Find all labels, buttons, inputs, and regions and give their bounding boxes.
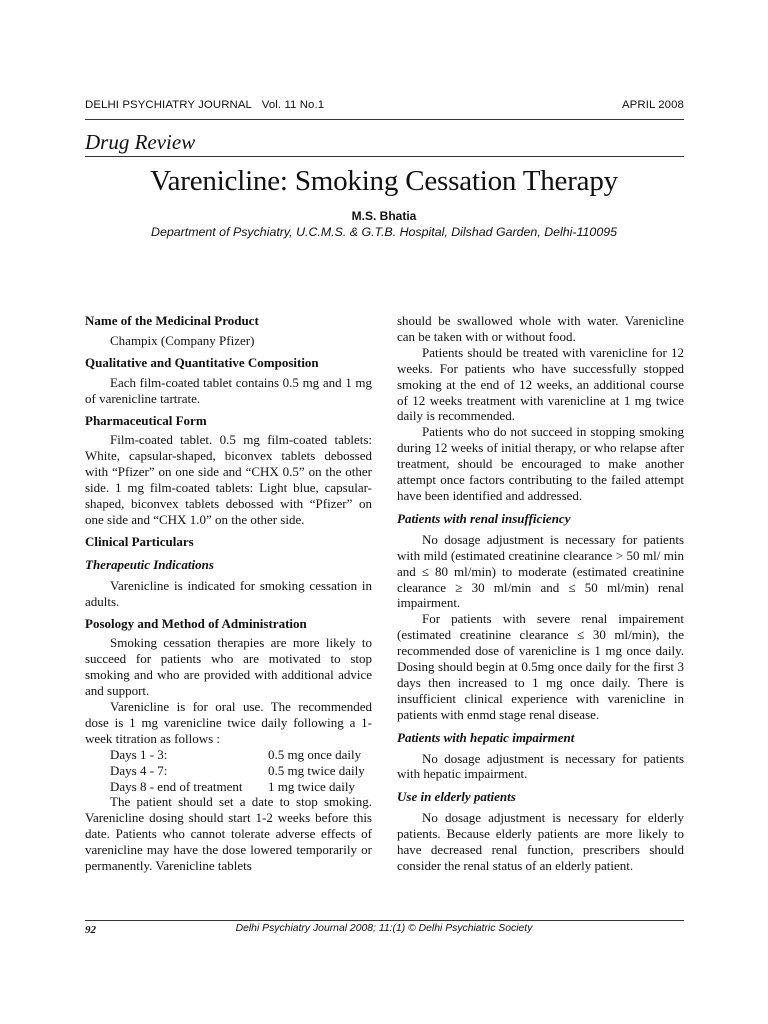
heading-pharmaceutical-form: Pharmaceutical Form — [85, 412, 207, 428]
left-column — [85, 313, 372, 874]
heading-elderly-patients: Use in elderly patients — [397, 789, 516, 805]
footer-citation: Delhi Psychiatry Journal 2008; 11:(1) © Delhi Psychiatric Society — [235, 923, 533, 934]
affiliation: Department of Psychiatry, U.C.M.S. & G.T.B. Hospital, Dilshad Garden, Delhi-110095 — [151, 225, 617, 239]
paragraph-therapeutic-indications: Varenicline is indicated for smoking cessation in adults. — [85, 577, 372, 609]
paragraph-renal-1: No dosage adjustment is necessary for patients with mild (estimated creatinine clearance > 50 ml/ min and ≤ 80 ml/min) to moderate (estimated creatinine clearance ≥ 30 ml/min and ≤ 50 ml/min) renal impairment. — [397, 531, 684, 611]
right-column — [397, 313, 684, 874]
heading-renal-insufficiency: Patients with renal insufficiency — [397, 510, 571, 526]
dosing-days: Days 4 - 7: — [110, 762, 168, 778]
journal-name: DELHI PSYCHIATRY JOURNAL — [85, 99, 252, 111]
heading-hepatic-impairment: Patients with hepatic impairment — [397, 729, 575, 745]
heading-medicinal-product: Name of the Medicinal Product — [85, 313, 259, 328]
header-rule — [85, 119, 684, 120]
paragraph-elderly: No dosage adjustment is necessary for elderly patients. Because elderly patients are more likely to have decreased renal function, prescribers should consider the renal status of an elderly patient. — [397, 810, 684, 873]
paragraph-renal-2: For patients with severe renal impairement (estimated creatinine clearance ≤ 30 ml/min), the recommended dose of varenicline is 1 mg once daily. Dosing should begin at 0.5mg once daily for the first 3 days then increased to 1 mg once daily. There is insufficient clinical experience with varenicline in patients with enmd stage renal disease. — [397, 611, 684, 722]
dosing-dose: 0.5 mg once daily — [268, 746, 362, 762]
paragraph-treatment-duration: Patients should be treated with varenicline for 12 weeks. For patients who have successfully stopped smoking at the end of 12 weeks, an additional course of 12 weeks treatment with varenicline at 1 mg twice daily is recommended. — [397, 344, 684, 424]
paragraph-posology-1: Smoking cessation therapies are more likely to succeed for patients who are motivated to stop smoking and who are provided with additional advice and support. — [85, 635, 372, 699]
heading-posology: Posology and Method of Administration — [85, 615, 307, 631]
article-title: Varenicline: Smoking Cessation Therapy — [150, 165, 618, 197]
page-number: 92 — [85, 924, 96, 936]
paragraph-posology-3: The patient should set a date to stop smoking. Varenicline dosing should start 1-2 weeks before this date. Patients who cannot tolerate adverse effects of varenicline may have the dose lowered temporarily or permanently. Varenicline tablets — [85, 794, 372, 874]
dosing-days: Days 8 - end of treatment — [110, 778, 243, 794]
running-header — [85, 99, 684, 111]
issue-date: APRIL 2008 — [621, 99, 684, 111]
section-rule — [85, 156, 684, 157]
dosing-schedule — [85, 747, 372, 795]
dosing-days: Days 1 - 3: — [110, 746, 168, 762]
paragraph-composition: Each film-coated tablet contains 0.5 mg and 1 mg of varenicline tartrate. — [85, 374, 372, 406]
journal-volume: Vol. 11 No.1 — [261, 99, 325, 111]
dosing-row — [85, 763, 372, 779]
section-label: Drug Review — [85, 130, 196, 154]
heading-clinical-particulars: Clinical Particulars — [85, 533, 194, 549]
heading-therapeutic-indications: Therapeutic Indications — [85, 556, 214, 572]
paragraph-product-name: Champix (Company Pfizer) — [110, 332, 255, 348]
journal-header — [85, 99, 324, 111]
footer-rule — [85, 920, 684, 921]
dosing-dose: 0.5 mg twice daily — [268, 762, 365, 778]
dosing-row — [85, 747, 372, 763]
author: M.S. Bhatia — [351, 209, 417, 223]
paragraph-hepatic: No dosage adjustment is necessary for patients with hepatic impairment. — [397, 750, 684, 782]
paragraph-continued: should be swallowed whole with water. Varenicline can be taken with or without food. — [397, 313, 684, 344]
dosing-row — [85, 779, 372, 795]
dosing-dose: 1 mg twice daily — [268, 778, 356, 794]
paragraph-posology-2: Varenicline is for oral use. The recommended dose is 1 mg varenicline twice daily following a 1-week titration as follows : — [85, 699, 372, 746]
paragraph-pharmaceutical-form: Film-coated tablet. 0.5 mg film-coated tablets: White, capsular-shaped, biconvex tablets debossed with “Pfizer” on one side and “CHX 0.5” on the other side. 1 mg film-coated tablets: Light blue, capsular-shaped, biconvex tablets debossed with “Pfizer” on one side and “CHX 1.0” on the other side. — [85, 432, 372, 527]
paragraph-failed-attempt: Patients who do not succeed in stopping smoking during 12 weeks of initial therapy, or who relapse after treatment, should be encouraged to make another attempt once factors contributing to the failed attempt have been identified and addressed. — [397, 424, 684, 503]
heading-composition: Qualitative and Quantitative Composition — [85, 354, 319, 370]
